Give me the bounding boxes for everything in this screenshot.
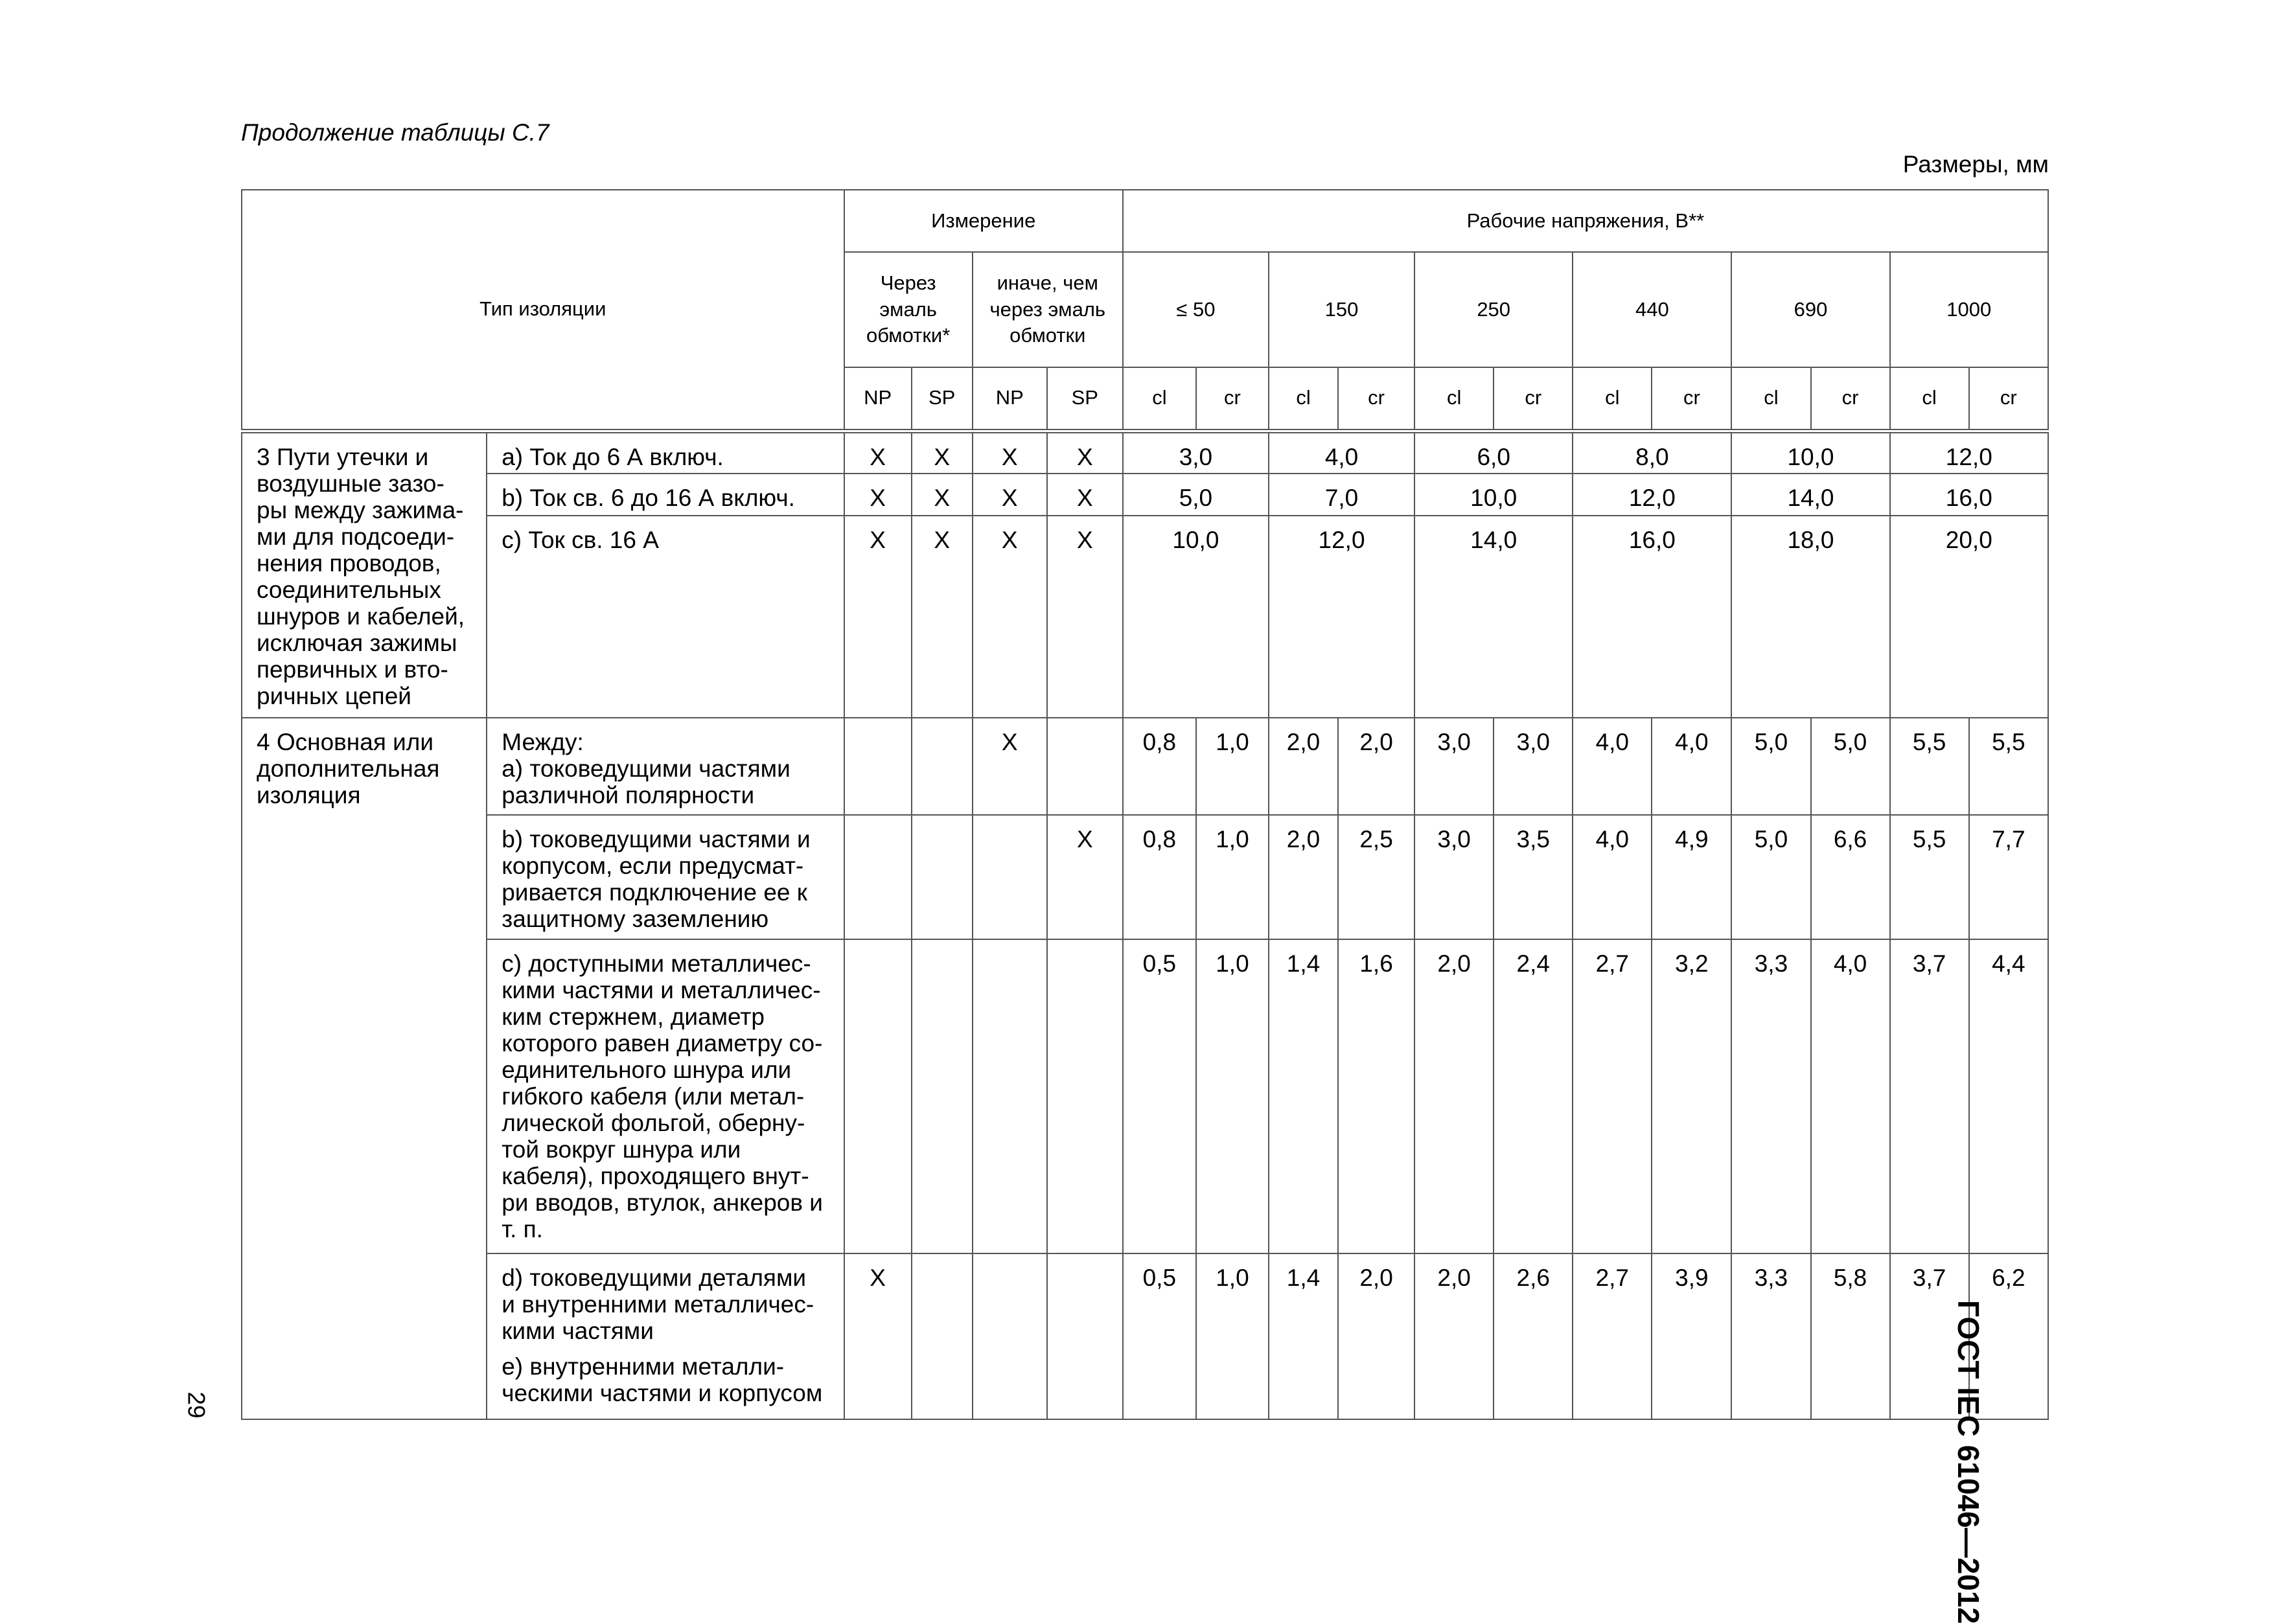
value-cell: 2,6 <box>1494 1253 1573 1419</box>
value-cell: 2,0 <box>1338 1253 1414 1419</box>
value-cell: 4,9 <box>1652 815 1731 939</box>
mark-cell: X <box>844 1253 912 1419</box>
value-cell: 5,5 <box>1890 718 1969 815</box>
value-cell: 20,0 <box>1890 516 2048 718</box>
value-cell: 2,0 <box>1414 1253 1494 1419</box>
row4-sub-line: корпусом, если предусмат- <box>502 852 804 879</box>
row4-sub-line: кими частями и металличес- <box>502 977 821 1003</box>
value-cell: 3,3 <box>1731 1253 1810 1419</box>
mark-cell <box>912 718 973 815</box>
header-cr: cr <box>1969 367 2048 431</box>
value-cell: 4,0 <box>1811 939 1890 1253</box>
header-cl: cl <box>1123 367 1196 431</box>
header-voltage: 1000 <box>1890 252 2048 367</box>
value-cell: 2,7 <box>1573 939 1652 1253</box>
mark-cell <box>1047 939 1123 1253</box>
value-cell: 14,0 <box>1731 474 1889 516</box>
mark-cell: X <box>1047 474 1123 516</box>
header-voltage: 440 <box>1573 252 1731 367</box>
row4-label-line: дополнительная <box>257 755 440 782</box>
header-insulation-type: Тип изоляции <box>242 190 844 431</box>
row4-sub-line: b) токоведущими частями и <box>502 826 811 852</box>
header-cl: cl <box>1731 367 1810 431</box>
mark-cell <box>1047 1253 1123 1419</box>
value-cell: 1,0 <box>1196 718 1269 815</box>
row4-sub-line: ческими частями и корпусом <box>502 1380 823 1406</box>
mark-cell: X <box>844 431 912 474</box>
header-sp: SP <box>912 367 973 431</box>
row3-label-line: исключая зажимы <box>257 629 457 656</box>
value-cell: 2,0 <box>1414 939 1494 1253</box>
value-cell: 2,0 <box>1269 815 1338 939</box>
row4-sub-line: лической фольгой, оберну- <box>502 1110 805 1136</box>
value-cell: 6,0 <box>1414 431 1573 474</box>
value-cell: 5,5 <box>1890 815 1969 939</box>
header-np: NP <box>844 367 912 431</box>
row4-sub-a <box>487 718 844 815</box>
value-cell: 2,0 <box>1338 718 1414 815</box>
row4-sub-line: различной полярности <box>502 782 755 808</box>
value-cell: 12,0 <box>1573 474 1731 516</box>
row4-sub-c <box>487 939 844 1253</box>
row3-label-line: 3 Пути утечки и <box>257 443 429 470</box>
mark-cell: X <box>912 474 973 516</box>
value-cell: 10,0 <box>1731 431 1889 474</box>
row4-sub-line: которого равен диаметру со- <box>502 1030 823 1057</box>
header-sp: SP <box>1047 367 1123 431</box>
row3-sub-b <box>487 474 844 516</box>
row3-label-line: ричных цепей <box>257 682 411 709</box>
value-cell: 2,4 <box>1494 939 1573 1253</box>
mark-cell: X <box>973 431 1047 474</box>
value-cell: 6,2 <box>1969 1253 2048 1419</box>
row3-label-line: первичных и вто- <box>257 656 448 683</box>
mark-cell: X <box>1047 516 1123 718</box>
row4-sub-line: защитному заземлению <box>502 906 769 932</box>
mark-cell <box>912 1253 973 1419</box>
value-cell: 3,0 <box>1123 431 1269 474</box>
mark-cell: X <box>973 474 1047 516</box>
header-voltage: 150 <box>1269 252 1414 367</box>
value-cell: 4,0 <box>1573 718 1652 815</box>
row3-sub-text: a) Ток до 6 А включ. <box>502 443 724 470</box>
header-cr: cr <box>1494 367 1573 431</box>
mark-cell <box>844 939 912 1253</box>
mark-cell: X <box>844 516 912 718</box>
value-cell: 1,0 <box>1196 815 1269 939</box>
value-cell: 3,0 <box>1494 718 1573 815</box>
page-number: 29 <box>183 1391 210 1419</box>
row3-label-line: ми для подсоеди- <box>257 523 455 550</box>
value-cell: 5,0 <box>1731 815 1810 939</box>
value-cell: 5,8 <box>1811 1253 1890 1419</box>
row4-sub-line: и внутренними металличес- <box>502 1291 814 1318</box>
value-cell: 16,0 <box>1890 474 2048 516</box>
header-cl: cl <box>1890 367 1969 431</box>
row3-sub-c <box>487 516 844 718</box>
row4-sub-line: c) доступными металличес- <box>502 950 811 977</box>
mark-cell <box>844 815 912 939</box>
header-cr: cr <box>1338 367 1414 431</box>
row4-sub-line: ривается подключение ее к <box>502 879 807 906</box>
row3-sub-text: b) Ток св. 6 до 16 А включ. <box>502 485 795 511</box>
document-code: ГОСТ IEC 61046—2012 <box>1952 1300 1985 1624</box>
header-working-voltages: Рабочие напряжения, В** <box>1123 190 2048 252</box>
value-cell: 4,0 <box>1573 815 1652 939</box>
mark-cell <box>973 939 1047 1253</box>
value-cell: 0,5 <box>1123 939 1196 1253</box>
value-cell: 2,7 <box>1573 1253 1652 1419</box>
value-cell: 4,4 <box>1969 939 2048 1253</box>
value-cell: 10,0 <box>1123 516 1269 718</box>
value-cell: 18,0 <box>1731 516 1889 718</box>
insulation-table <box>241 189 2049 1420</box>
value-cell: 5,0 <box>1731 718 1810 815</box>
value-cell: 1,4 <box>1269 939 1338 1253</box>
value-cell: 3,7 <box>1890 1253 1969 1419</box>
row3-sub-text: c) Ток св. 16 А <box>502 527 659 553</box>
row4-sub-line: кабеля), проходящего внут- <box>502 1163 809 1189</box>
row4-sub-line: ри вводов, втулок, анкеров и <box>502 1189 823 1216</box>
row3-label-line: ры между зажима- <box>257 496 464 523</box>
row4-label-line: 4 Основная или <box>257 729 434 755</box>
row4-sub-line: Между: <box>502 729 584 755</box>
mark-cell <box>912 939 973 1253</box>
header-voltage: ≤ 50 <box>1123 252 1269 367</box>
header-cr: cr <box>1196 367 1269 431</box>
value-cell: 3,5 <box>1494 815 1573 939</box>
value-cell: 4,0 <box>1652 718 1731 815</box>
row4-sub-b <box>487 815 844 939</box>
value-cell: 0,8 <box>1123 718 1196 815</box>
mark-cell: X <box>844 474 912 516</box>
row4-label-line: изоляция <box>257 782 361 808</box>
row4-sub-line: единительного шнура или <box>502 1057 792 1083</box>
mark-cell <box>1047 718 1123 815</box>
value-cell: 2,0 <box>1269 718 1338 815</box>
mark-cell: X <box>1047 431 1123 474</box>
header-cl: cl <box>1573 367 1652 431</box>
value-cell: 7,7 <box>1969 815 2048 939</box>
value-cell: 3,0 <box>1414 815 1494 939</box>
row4-sub-line: т. п. <box>502 1216 543 1242</box>
row3-label <box>242 431 487 718</box>
header-cr: cr <box>1652 367 1731 431</box>
header-measurement: Измерение <box>844 190 1123 252</box>
value-cell: 3,3 <box>1731 939 1810 1253</box>
value-cell: 2,5 <box>1338 815 1414 939</box>
value-cell: 16,0 <box>1573 516 1731 718</box>
value-cell: 7,0 <box>1269 474 1414 516</box>
value-cell: 5,0 <box>1811 718 1890 815</box>
row3-sub-a <box>487 431 844 474</box>
row4-sub-line: ким стержнем, диаметр <box>502 1003 765 1030</box>
value-cell: 1,4 <box>1269 1253 1338 1419</box>
header-cl: cl <box>1414 367 1494 431</box>
row3-label-line: соединительных <box>257 576 441 603</box>
value-cell: 3,0 <box>1414 718 1494 815</box>
row4-sub-line: a) токоведущими частями <box>502 755 790 782</box>
header-cr: cr <box>1811 367 1890 431</box>
value-cell: 12,0 <box>1890 431 2048 474</box>
row4-sub-line: той вокруг шнура или <box>502 1136 741 1163</box>
table-caption: Продолжение таблицы С.7 <box>241 119 549 146</box>
value-cell: 1,6 <box>1338 939 1414 1253</box>
mark-cell: X <box>912 431 973 474</box>
header-voltage: 690 <box>1731 252 1889 367</box>
row4-label <box>242 718 487 1419</box>
row3-label-line: шнуров и кабелей, <box>257 602 465 630</box>
row4-sub-d <box>487 1253 844 1419</box>
value-cell: 3,2 <box>1652 939 1731 1253</box>
value-cell: 0,8 <box>1123 815 1196 939</box>
value-cell: 3,7 <box>1890 939 1969 1253</box>
header-through-enamel: Через эмаль обмотки* <box>844 252 973 367</box>
header-np: NP <box>973 367 1047 431</box>
mark-cell <box>912 815 973 939</box>
mark-cell: X <box>973 718 1047 815</box>
value-cell: 1,0 <box>1196 939 1269 1253</box>
header-voltage: 250 <box>1414 252 1573 367</box>
value-cell: 5,5 <box>1969 718 2048 815</box>
value-cell: 6,6 <box>1811 815 1890 939</box>
header-otherwise: иначе, чем через эмаль обмотки <box>973 252 1123 367</box>
row3-label-line: нения проводов, <box>257 549 441 577</box>
row4-sub-line: кими частями <box>502 1318 654 1344</box>
value-cell: 1,0 <box>1196 1253 1269 1419</box>
row4-sub-line: d) токоведущими деталями <box>502 1264 807 1291</box>
mark-cell: X <box>1047 815 1123 939</box>
header-cl: cl <box>1269 367 1338 431</box>
value-cell: 5,0 <box>1123 474 1269 516</box>
row3-label-line: воздушные зазо- <box>257 470 444 497</box>
value-cell: 0,5 <box>1123 1253 1196 1419</box>
mark-cell <box>844 718 912 815</box>
mark-cell: X <box>912 516 973 718</box>
row4-sub-line: гибкого кабеля (или метал- <box>502 1083 805 1110</box>
units-label: Размеры, мм <box>1902 151 2049 177</box>
mark-cell: X <box>973 516 1047 718</box>
value-cell: 4,0 <box>1269 431 1414 474</box>
value-cell: 12,0 <box>1269 516 1414 718</box>
value-cell: 10,0 <box>1414 474 1573 516</box>
mark-cell <box>973 1253 1047 1419</box>
row4-sub-line: e) внутренними металли- <box>502 1353 785 1380</box>
mark-cell <box>973 815 1047 939</box>
value-cell: 3,9 <box>1652 1253 1731 1419</box>
value-cell: 14,0 <box>1414 516 1573 718</box>
value-cell: 8,0 <box>1573 431 1731 474</box>
